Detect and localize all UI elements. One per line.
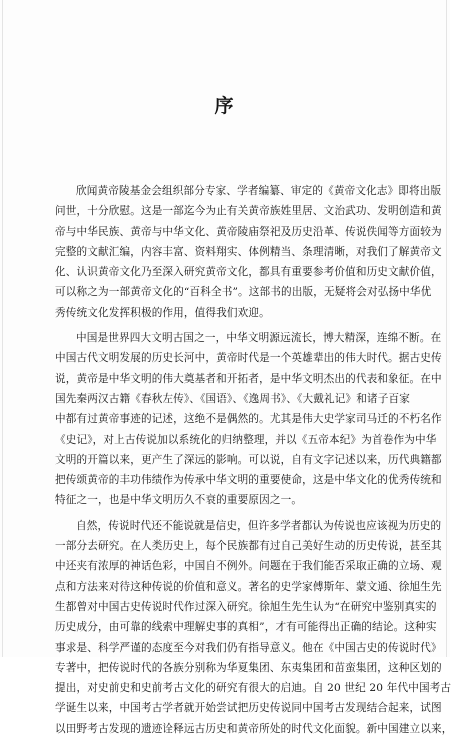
paragraph-3 — [55, 516, 453, 739]
text-line: 提出，对史前史和史前考古文化的研究有很大的启迪。自 20 世纪 20 年代中国考古 — [55, 682, 452, 695]
text-line: 生都曾对中国古史传说时代作过深入研究。徐旭生先生认为“在研究中鉴别真实的 — [55, 600, 437, 613]
text-line: 可以称之为一部黄帝文化的“百科全书”。这部书的出版，无疑将会对弘扬中华优 — [55, 286, 432, 299]
text-line: 中国是世界四大文明古国之一，中华文明源远流长，博大精深，连绵不断。在 — [76, 332, 442, 345]
text-line: 欣闻黄帝陵基金会组织部分专家、学者编纂、审定的《黄帝文化志》即将出版 — [76, 185, 442, 197]
text-line: 学诞生以来，中国考古学者就开始尝试把历史传说同中国考古发现结合起来，试图 — [55, 702, 442, 715]
text-line: 说，黄帝是中华文明的伟大奠基者和开拓者，是中华文明杰出的代表和象征。在中 — [55, 372, 442, 385]
paragraph-1 — [55, 181, 442, 323]
paragraph-2 — [55, 328, 442, 511]
text-line: 中还夹有浓厚的神话色彩，中国自不例外。问题在于我们能否采取正确的立场、观 — [55, 560, 442, 573]
text-line: 特征之一，也是中华文明历久不衰的重要原因之一。 — [55, 494, 303, 507]
text-line: 完整的文献汇编，内容丰富、资料翔实、体例精当、条理清晰，对我们了解黄帝文 — [55, 245, 442, 258]
text-line: 化、认识黄帝文化乃至深入研究黄帝文化，都具有重要参考价值和历史文献价值， — [55, 266, 442, 279]
text-line: 帝与中华民族、黄帝与中华文化、黄帝陵庙祭祀及历史沿革、传说佚闻等方面较为 — [55, 225, 442, 238]
text-line: 秀传统文化发挥积极的作用，值得我们欢迎。 — [55, 306, 270, 319]
text-line: 以田野考古发现的遗迹诠释远古历史和黄帝所处的时代文化面貌。新中国建立以来， — [55, 722, 453, 735]
text-line: 中都有过黄帝事迹的记述，这绝不是偶然的。尤其是伟大史学家司马迁的不朽名作 — [55, 413, 442, 426]
body-text — [55, 181, 453, 739]
text-line: 文明的开篇以来，更产生了深远的影响。可以说，自有文字记述以来，历代典籍都 — [55, 453, 442, 466]
text-line: 一部分去研究。在人类历史上，每个民族都有过自己美好生动的历史传说，甚至其 — [55, 540, 442, 553]
text-line: 《史记》，对上古传说加以系统化的归纳整理，并以《五帝本纪》为首卷作为中华 — [55, 433, 437, 446]
text-line: 事求是、科学严谨的态度至今对我们仍有指导意义。他在《中国古史的传说时代》 — [55, 641, 442, 654]
text-line: 问世，十分欣慰。这是一部迄今为止有关黄帝族姓里居、文治武功、发明创造和黄 — [55, 205, 442, 218]
text-line: 历史成分，由可靠的线索中理解史事的真相”，才有可能得出正确的结论。这种实 — [55, 621, 437, 634]
text-line: 把传颂黄帝的丰功伟绩作为传承中华文明的重要使命，这是中华文化的优秀传统和 — [55, 474, 442, 487]
text-line: 中国古代文明发展的历史长河中，黄帝时代是一个英雄辈出的伟大时代。据古史传 — [55, 352, 442, 365]
text-line: 自然，传说时代还不能说就是信史，但许多学者都认为传说也应该视为历史的 — [76, 519, 442, 532]
text-line: 点和方法来对待这种传说的价值和意义。著名的史学家傅斯年、蒙文通、徐旭生先 — [55, 580, 442, 593]
text-line: 国先秦两汉古籍《春秋左传》、《国语》、《逸周书》、《大戴礼记》和诸子百家 — [55, 392, 410, 405]
page-title: 序 — [214, 95, 236, 117]
text-line: 专著中，把传说时代的各族分别称为华夏集团、东夷集团和苗蛮集团，这种区划的 — [55, 661, 442, 674]
